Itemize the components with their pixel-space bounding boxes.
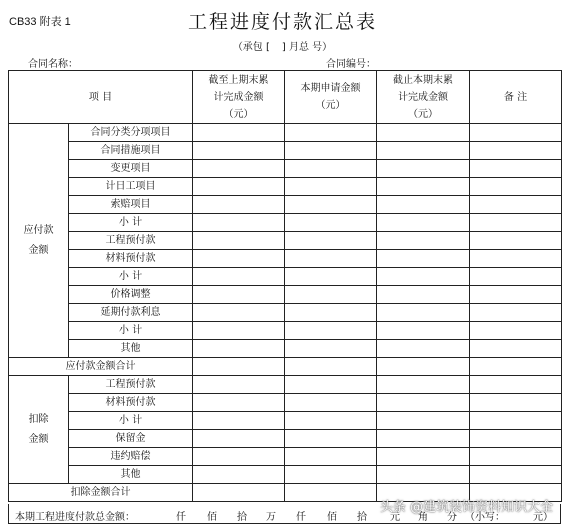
summary-label: 本期工程进度付款总金额： — [15, 512, 135, 523]
payment-summary-table — [8, 70, 562, 502]
amount-cell — [193, 124, 285, 142]
table-row — [9, 448, 562, 466]
amount-cell — [193, 484, 285, 502]
summary-unit: 角 — [418, 512, 428, 523]
amount-cell — [377, 286, 470, 304]
form-code: CB33 附表 1 — [9, 16, 71, 28]
row-label: 材料预付款 — [69, 250, 193, 268]
amount-cell — [285, 250, 377, 268]
cumulative-line2: 计完成金额 — [398, 91, 448, 103]
amount-cell — [377, 412, 470, 430]
prev-cumulative-line1: 截至上期末累 — [208, 74, 269, 86]
amount-cell — [285, 142, 377, 160]
prev-cumulative-line2: 计完成金额 — [213, 91, 264, 103]
subtitle-bracket-close: ] — [281, 42, 286, 53]
table-row — [9, 160, 562, 178]
summary-unit: 仟 — [176, 512, 186, 523]
col-header-item: 项 目 — [9, 71, 193, 124]
summary-yuan: 元） — [533, 512, 553, 523]
amount-cell — [193, 196, 285, 214]
amount-cell — [470, 304, 562, 322]
col-header-remark: 备 注 — [470, 71, 562, 124]
amount-cell — [193, 268, 285, 286]
summary-unit: 拾 — [357, 512, 367, 523]
amount-cell — [193, 160, 285, 178]
amount-cell — [377, 160, 470, 178]
deduction-group-label-line: 金额 — [28, 433, 49, 445]
amount-cell — [377, 250, 470, 268]
amount-cell — [285, 412, 377, 430]
amount-cell — [470, 196, 562, 214]
amount-cell — [470, 142, 562, 160]
amount-cell — [285, 322, 377, 340]
amount-cell — [470, 448, 562, 466]
payable-group-label — [9, 124, 69, 358]
current-request-line1: 本期申请金额 — [300, 83, 361, 94]
row-label: 延期付款利息 — [69, 304, 193, 322]
cumulative-unit: （元） — [408, 108, 438, 120]
amount-cell — [377, 232, 470, 250]
watermark: 头条 @建筑装饰资料知识大全 — [379, 500, 553, 515]
row-label: 其他 — [69, 340, 193, 358]
amount-cell — [193, 358, 285, 376]
amount-cell — [285, 448, 377, 466]
amount-cell — [470, 340, 562, 358]
amount-cell — [193, 142, 285, 160]
table-row — [9, 124, 562, 142]
amount-cell — [470, 178, 562, 196]
amount-cell — [470, 268, 562, 286]
amount-cell — [193, 250, 285, 268]
amount-cell — [377, 376, 470, 394]
amount-cell — [285, 196, 377, 214]
row-label: 违约赔偿 — [69, 448, 193, 466]
amount-cell — [377, 124, 470, 142]
table-row — [9, 304, 562, 322]
row-label: 工程预付款 — [69, 376, 193, 394]
amount-cell — [470, 412, 562, 430]
amount-cell — [377, 448, 470, 466]
amount-cell — [285, 304, 377, 322]
row-label: 材料预付款 — [69, 394, 193, 412]
amount-cell — [470, 466, 562, 484]
table-row — [9, 394, 562, 412]
amount-cell — [285, 124, 377, 142]
amount-cell — [193, 448, 285, 466]
amount-cell — [193, 430, 285, 448]
amount-cell — [285, 286, 377, 304]
amount-cell — [285, 340, 377, 358]
amount-cell — [285, 358, 377, 376]
amount-cell — [285, 160, 377, 178]
table-row — [9, 376, 562, 394]
form-subtitle — [0, 38, 565, 53]
amount-cell — [377, 268, 470, 286]
row-label: 保留金 — [69, 430, 193, 448]
amount-cell — [193, 214, 285, 232]
amount-cell — [285, 430, 377, 448]
payable-total-label: 应付款金额合计 — [9, 358, 193, 376]
table-row — [9, 178, 562, 196]
amount-cell — [285, 484, 377, 502]
amount-cell — [377, 304, 470, 322]
amount-cell — [193, 304, 285, 322]
table-row — [9, 412, 562, 430]
summary-unit: 拾 — [237, 512, 247, 523]
row-label: 索赔项目 — [69, 196, 193, 214]
row-label: 小 计 — [69, 214, 193, 232]
row-label: 合同分类分项项目 — [69, 124, 193, 142]
contract-name-label: 合同名称： — [28, 59, 78, 70]
amount-cell — [285, 178, 377, 196]
amount-cell — [470, 394, 562, 412]
amount-cell — [470, 214, 562, 232]
amount-cell — [470, 376, 562, 394]
table-row — [9, 286, 562, 304]
amount-cell — [470, 322, 562, 340]
payable-total-row — [9, 358, 562, 376]
amount-cell — [470, 124, 562, 142]
amount-cell — [470, 250, 562, 268]
table-row — [9, 196, 562, 214]
amount-cell — [377, 340, 470, 358]
row-label: 其他 — [69, 466, 193, 484]
summary-unit: 仟 — [296, 512, 306, 523]
payable-group-label-line: 应付款 — [23, 224, 54, 236]
amount-cell — [193, 376, 285, 394]
summary-unit: 分 — [447, 512, 457, 523]
subtitle-suffix: 月总 号） — [289, 42, 333, 53]
row-label: 小 计 — [69, 412, 193, 430]
row-label: 小 计 — [69, 268, 193, 286]
amount-cell — [193, 394, 285, 412]
amount-cell — [193, 340, 285, 358]
table-row — [9, 268, 562, 286]
summary-unit: 佰 — [327, 512, 337, 523]
table-body — [9, 71, 562, 502]
summary-unit: 元 — [390, 512, 400, 523]
summary-unit: 佰 — [207, 512, 217, 523]
amount-cell — [193, 466, 285, 484]
row-label: 工程预付款 — [69, 232, 193, 250]
page-title: 工程进度付款汇总表 — [187, 11, 377, 33]
row-label: 合同措施项目 — [69, 142, 193, 160]
row-label: 价格调整 — [69, 286, 193, 304]
subtitle-prefix: （承包 — [232, 42, 263, 53]
deduction-total-label: 扣除金额合计 — [9, 484, 193, 502]
table-row — [9, 142, 562, 160]
amount-cell — [470, 232, 562, 250]
contract-no-label: 合同编号： — [326, 59, 376, 70]
table-row — [9, 250, 562, 268]
amount-cell — [193, 286, 285, 304]
amount-cell — [377, 430, 470, 448]
table-row — [9, 466, 562, 484]
amount-cell — [285, 466, 377, 484]
amount-cell — [470, 358, 562, 376]
header-row — [9, 71, 562, 124]
amount-cell — [193, 322, 285, 340]
amount-cell — [377, 322, 470, 340]
amount-cell — [470, 160, 562, 178]
amount-cell — [377, 394, 470, 412]
col-header-current-request — [285, 71, 377, 124]
row-label: 小 计 — [69, 322, 193, 340]
cumulative-line1: 截止本期末累 — [393, 74, 453, 86]
deduction-group-label — [9, 376, 69, 484]
amount-cell — [285, 394, 377, 412]
col-header-cumulative — [377, 71, 470, 124]
table-row — [9, 322, 562, 340]
table-row — [9, 214, 562, 232]
subtitle-bracket-open: [ — [266, 42, 270, 53]
table-row — [9, 430, 562, 448]
amount-cell — [377, 358, 470, 376]
amount-cell — [470, 286, 562, 304]
amount-cell — [377, 196, 470, 214]
amount-cell — [285, 232, 377, 250]
current-request-unit: （元） — [315, 100, 346, 111]
row-label: 变更项目 — [69, 160, 193, 178]
amount-cell — [285, 268, 377, 286]
payable-group-label-line: 金额 — [28, 244, 49, 256]
amount-cell — [377, 178, 470, 196]
row-label: 计日工项目 — [69, 178, 193, 196]
amount-cell — [285, 376, 377, 394]
amount-cell — [193, 178, 285, 196]
amount-cell — [193, 412, 285, 430]
summary-lowercase: （小写： — [465, 512, 505, 523]
summary-unit: 万 — [266, 512, 276, 523]
amount-cell — [377, 214, 470, 232]
amount-cell — [470, 430, 562, 448]
amount-cell — [285, 214, 377, 232]
prev-cumulative-unit: （元） — [223, 108, 254, 120]
amount-cell — [193, 232, 285, 250]
table-row — [9, 232, 562, 250]
amount-cell — [377, 142, 470, 160]
amount-cell — [377, 466, 470, 484]
deduction-group-label-line: 扣除 — [28, 413, 49, 425]
table-row — [9, 340, 562, 358]
col-header-prev-cumulative — [193, 71, 285, 124]
